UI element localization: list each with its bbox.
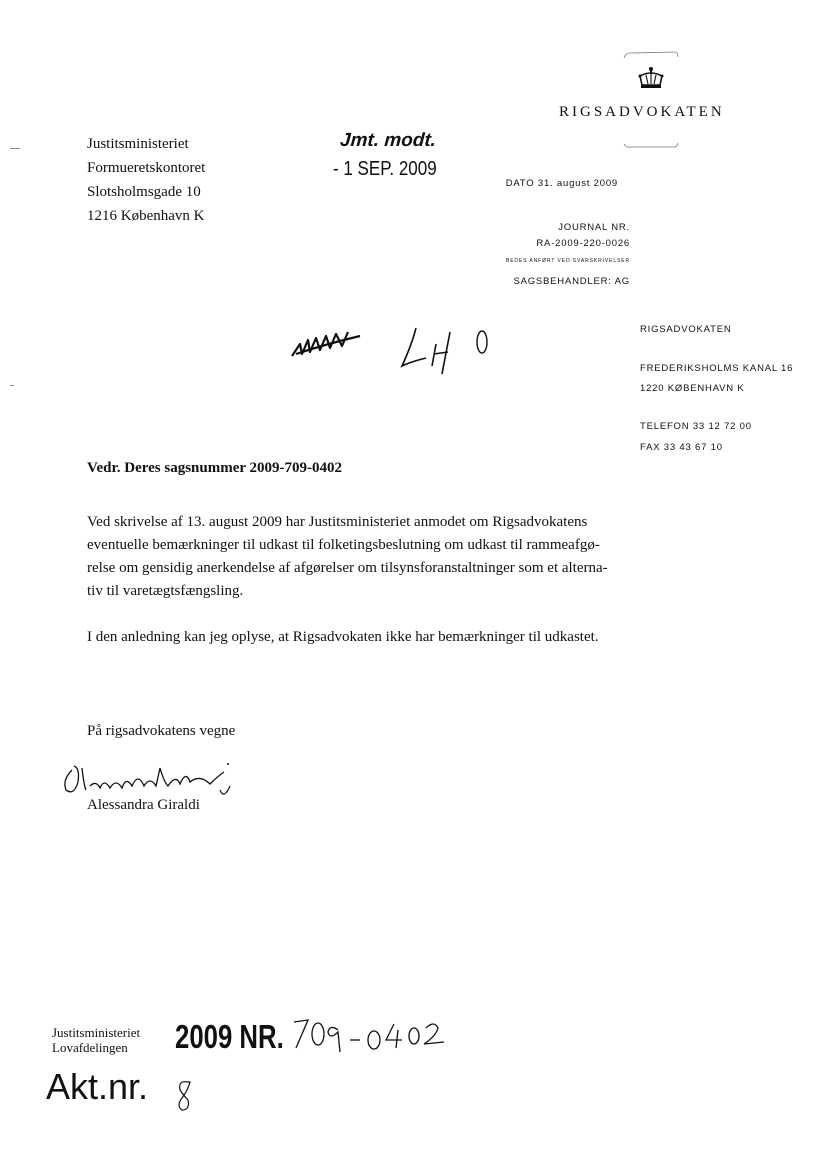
closing-line: På rigsadvokatens vegne (87, 723, 236, 739)
footer-stamp-number-prefix: 2009 NR. (175, 1018, 284, 1055)
signer-name: Alessandra Giraldi (87, 797, 200, 813)
footer-stamp-org-line1: Justitsministeriet (52, 1025, 141, 1040)
scan-margin-mark (10, 148, 20, 149)
subject-line: Vedr. Deres sagsnummer 2009-709-0402 (87, 460, 342, 476)
paragraph-line: tiv til varetægtsfængsling. (87, 583, 244, 599)
footer-stamp-handwritten-number (290, 1010, 450, 1060)
letterhead-org-name: RIGSADVOKATEN (559, 104, 725, 120)
received-stamp-label: Jmt. modt. (339, 130, 437, 151)
body-paragraph-2: I den anledning kan jeg oplyse, at Rigsadvokaten ikke har bemærkninger til udkastet. (87, 629, 599, 645)
recipient-address (87, 132, 205, 228)
contact-fax: FAX 33 43 67 10 (640, 442, 723, 453)
received-stamp-date: - 1 SEP. 2009 (333, 158, 437, 180)
recipient-line: Formueretskontoret (87, 160, 206, 176)
akt-handwritten-number (172, 1076, 196, 1116)
recipient-line: 1216 København K (87, 208, 205, 224)
recipient-line: Slotsholmsgade 10 (87, 184, 201, 200)
footer-stamp-org-line2: Lovafdelingen (52, 1040, 128, 1055)
paragraph-line: Ved skrivelse af 13. august 2009 har Justitsministeriet anmodet om Rigsadvokatens (87, 514, 588, 530)
scan-margin-mark (10, 385, 14, 386)
header-decoration-top (622, 50, 680, 60)
paragraph-line: eventuelle bemærkninger til udkast til folketingsbeslutning om udkast til rammeafgø- (87, 537, 600, 553)
journal-note: BEDES ANFØRT VED SVARSKRIVELSER (505, 258, 630, 264)
contact-phone: TELEFON 33 12 72 00 (640, 421, 752, 432)
crown-icon (636, 66, 666, 92)
paragraph-line: relse om gensidig anerkendelse af afgørelser om tilsynsforanstaltninger som et alterna- (87, 560, 608, 576)
letter-date: DATO 31. august 2009 (505, 178, 618, 189)
journal-label: JOURNAL NR. (558, 222, 630, 233)
akt-number-label: Akt.nr. (46, 1066, 149, 1107)
contact-org-name: RIGSADVOKATEN (640, 324, 732, 335)
case-handler: SAGSBEHANDLER: AG (513, 276, 630, 287)
handwritten-initials (286, 314, 506, 384)
recipient-line: Justitsministeriet (87, 136, 189, 152)
contact-street: FREDERIKSHOLMS KANAL 16 (640, 363, 794, 374)
contact-city: 1220 KØBENHAVN K (640, 383, 745, 394)
journal-number: RA-2009-220-0026 (536, 238, 630, 249)
header-decoration-bottom (622, 142, 680, 150)
body-paragraph-1 (87, 511, 647, 603)
